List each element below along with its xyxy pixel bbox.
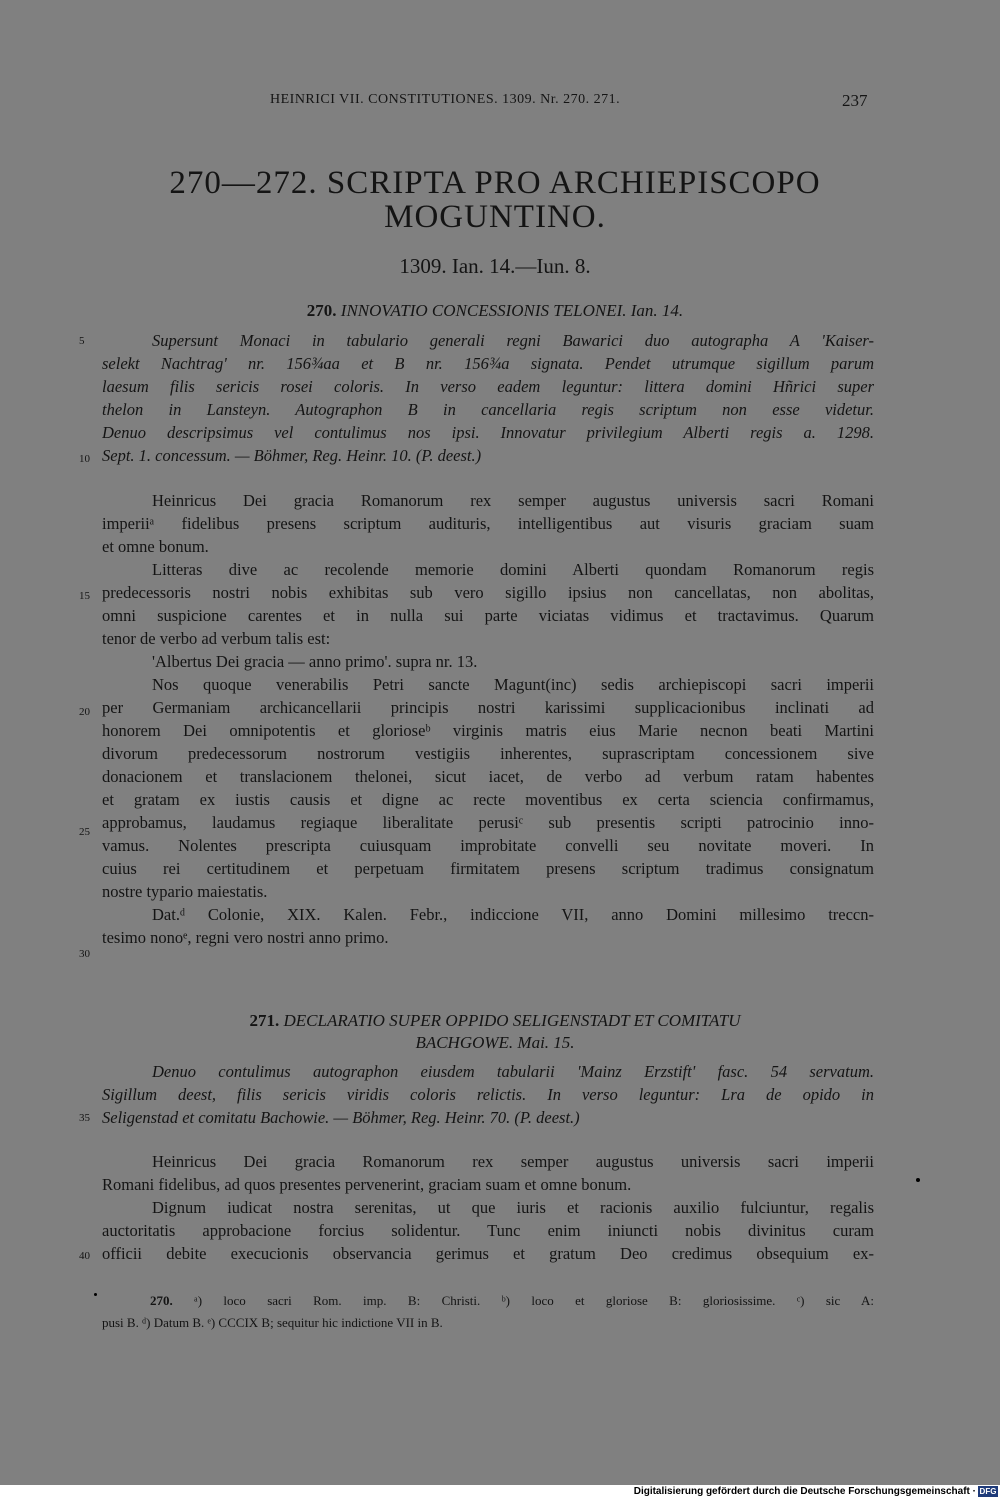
section-270-notes [102,329,874,467]
margin-line-number: 5 [79,335,85,347]
section-number: 271. [249,1011,280,1030]
page-title [100,166,890,234]
section-date: Mai. 15. [517,1033,575,1052]
text-line: imperiiᵃ fidelibus presens scriptum audituris, intelligentibus aut visuris graciam suam [102,514,874,533]
page-number: 237 [842,91,868,110]
section-271-notes [102,1060,874,1129]
text-line: tenor de verbo ad verbum talis est: [102,629,331,648]
note-line: selekt Nachtrag' nr. 156¾aa et B nr. 156¾a signata. Pendet utrumque sigillum parum [102,354,874,373]
print-mark [916,1178,920,1182]
section-270-text [102,489,874,949]
title-line-2: MOGUNTINO. [384,199,606,235]
text-line: Heinricus Dei gracia Romanorum rex semper augustus universis sacri imperii [152,1152,874,1171]
text-line: nostre typario maiestatis. [102,882,268,901]
text-line: et gratam ex iustis causis et digne ac recte moventibus ex certa sciencia confirmamus, [102,790,874,809]
text-line: et omne bonum. [102,537,209,556]
text-line: tesimo nonoᵉ, regni vero nostri anno primo. [102,928,389,947]
text-line: predecessoris nostri nobis exhibitas sub vero sigillo ipsius non cancellatas, non abolitas, [102,583,874,602]
credit-bar [0,1485,1000,1499]
text-line: Heinricus Dei gracia Romanorum rex semper augustus universis sacri Romani [152,491,874,510]
note-line: laesum filis sericis rosei coloris. In verso eadem leguntur: littera domini Hñrici super [102,377,874,396]
text-line: donacionem et translacionem thelonei, sicut iacet, de verbo ad verbum ratam habentes [102,767,874,786]
note-line: Denuo contulimus autographon eiusdem tabularii 'Mainz Erzstift' fasc. 54 servatum. [152,1062,874,1081]
note-line: Sept. 1. concessum. — Böhmer, Reg. Heinr. 10. (P. deest.) [102,446,482,465]
note-line: Supersunt Monaci in tabulario generali regni Bawarici duo autographa A 'Kaiser- [152,331,874,350]
section-number: 270. [306,301,337,320]
title-line-1: 270—272. SCRIPTA PRO ARCHIEPISCOPO [169,165,821,201]
text-line: divorum predecessorum nostrorum vestigiis inherentes, suprascriptam concessionem sive [102,744,874,763]
text-line: officii debite execucionis observancia gerimus et gratum Deo credimus obsequium ex- [102,1244,874,1263]
note-line: Sigillum deest, filis sericis viridis coloris relictis. In verso leguntur: Lra de opido in [102,1085,874,1104]
section-270-heading [100,300,890,322]
date-range: 1309. Ian. 14.—Iun. 8. [399,254,591,278]
page-header [0,92,1000,114]
note-line: Seligenstad et comitatu Bachowie. — Böhmer, Reg. Heinr. 70. (P. deest.) [102,1108,580,1127]
text-line: approbamus, laudamus regiaque liberalitate perusiᶜ sub presentis scripti patrocinio inno- [102,813,874,832]
margin-line-number: 15 [79,590,90,602]
section-271-text [102,1150,874,1265]
running-head: HEINRICI VII. CONSTITUTIONES. 1309. Nr. 270. 271. [270,92,621,107]
text-line: Litteras dive ac recolende memorie domini Alberti quondam Romanorum regis [152,560,874,579]
footnote-line [102,1290,874,1312]
section-date: Ian. 14. [630,301,684,320]
section-title-cont: BACHGOWE. [415,1033,514,1052]
dfg-logo: DFG [979,1487,997,1496]
text-line: omni suspicione carentes et in nulla sui parte viciatas vidimus et tractavimus. Quarum [102,606,874,625]
footnotes [102,1290,874,1334]
print-mark [94,1293,97,1296]
margin-line-number: 10 [79,453,90,465]
text-line: vamus. Nolentes prescripta cuiusquam improbitate convelli seu novitate moveri. In [102,836,874,855]
text-line: Romani fidelibus, ad quos presentes pervenerint, graciam suam et omne bonum. [102,1175,632,1194]
text-line: Dignum iudicat nostra serenitas, ut que iuris et racionis auxilio fulciuntur, regalis [152,1198,874,1217]
text-line: Nos quoque venerabilis Petri sancte Magunt(inc) sedis archiepiscopi sacri imperii [152,675,874,694]
text-line: Dat.ᵈ Colonie, XIX. Kalen. Febr., indiccione VII, anno Domini millesimo treccn- [152,905,874,924]
text-line: per Germaniam archicancellarii principis nostri karissimi supplicacionibus inclinati ad [102,698,874,717]
footnote-label: 270. [150,1293,173,1308]
text-line: 'Albertus Dei gracia — anno primo'. supra nr. 13. [152,652,478,671]
section-title: INNOVATIO CONCESSIONIS TELONEI. [340,301,627,320]
section-title: DECLARATIO SUPER OPPIDO SELIGENSTADT ET COMITATU [283,1011,741,1030]
section-271-heading [100,1010,890,1054]
text-line: auctoritatis approbacione forcius solidentur. Tunc enim iniuncti nobis divinitus curam [102,1221,874,1240]
note-line: thelon in Lansteyn. Autographon B in cancellaria regis scriptum non esse videtur. [102,400,874,419]
margin-line-number: 30 [79,948,90,960]
text-line: honorem Dei omnipotentis et glorioseᵇ virginis matris eius Marie necnon beati Martini [102,721,874,740]
funding-credit: Digitalisierung gefördert durch die Deutsche Forschungsgemeinschaft · [633,1486,976,1497]
text-line: cuius rei certitudinem et perpetuam firmitatem presens scriptum tradimus consignatum [102,859,874,878]
note-line: Denuo descripsimus vel contulimus nos ipsi. Innovatur privilegium Alberti regis a. 1298. [102,423,874,442]
footnote-text: ᵃ) loco sacri Rom. imp. B: Christi. ᵇ) loco et gloriose B: gloriosissime. ᶜ) sic A: [194,1293,874,1308]
margin-line-number: 20 [79,706,90,718]
margin-line-number: 35 [79,1112,90,1124]
margin-line-number: 25 [79,826,90,838]
margin-line-number: 40 [79,1250,90,1262]
footnote-line: pusi B. ᵈ) Datum B. ᵉ) CCCIX B; sequitur hic indictione VII in B. [102,1315,443,1330]
